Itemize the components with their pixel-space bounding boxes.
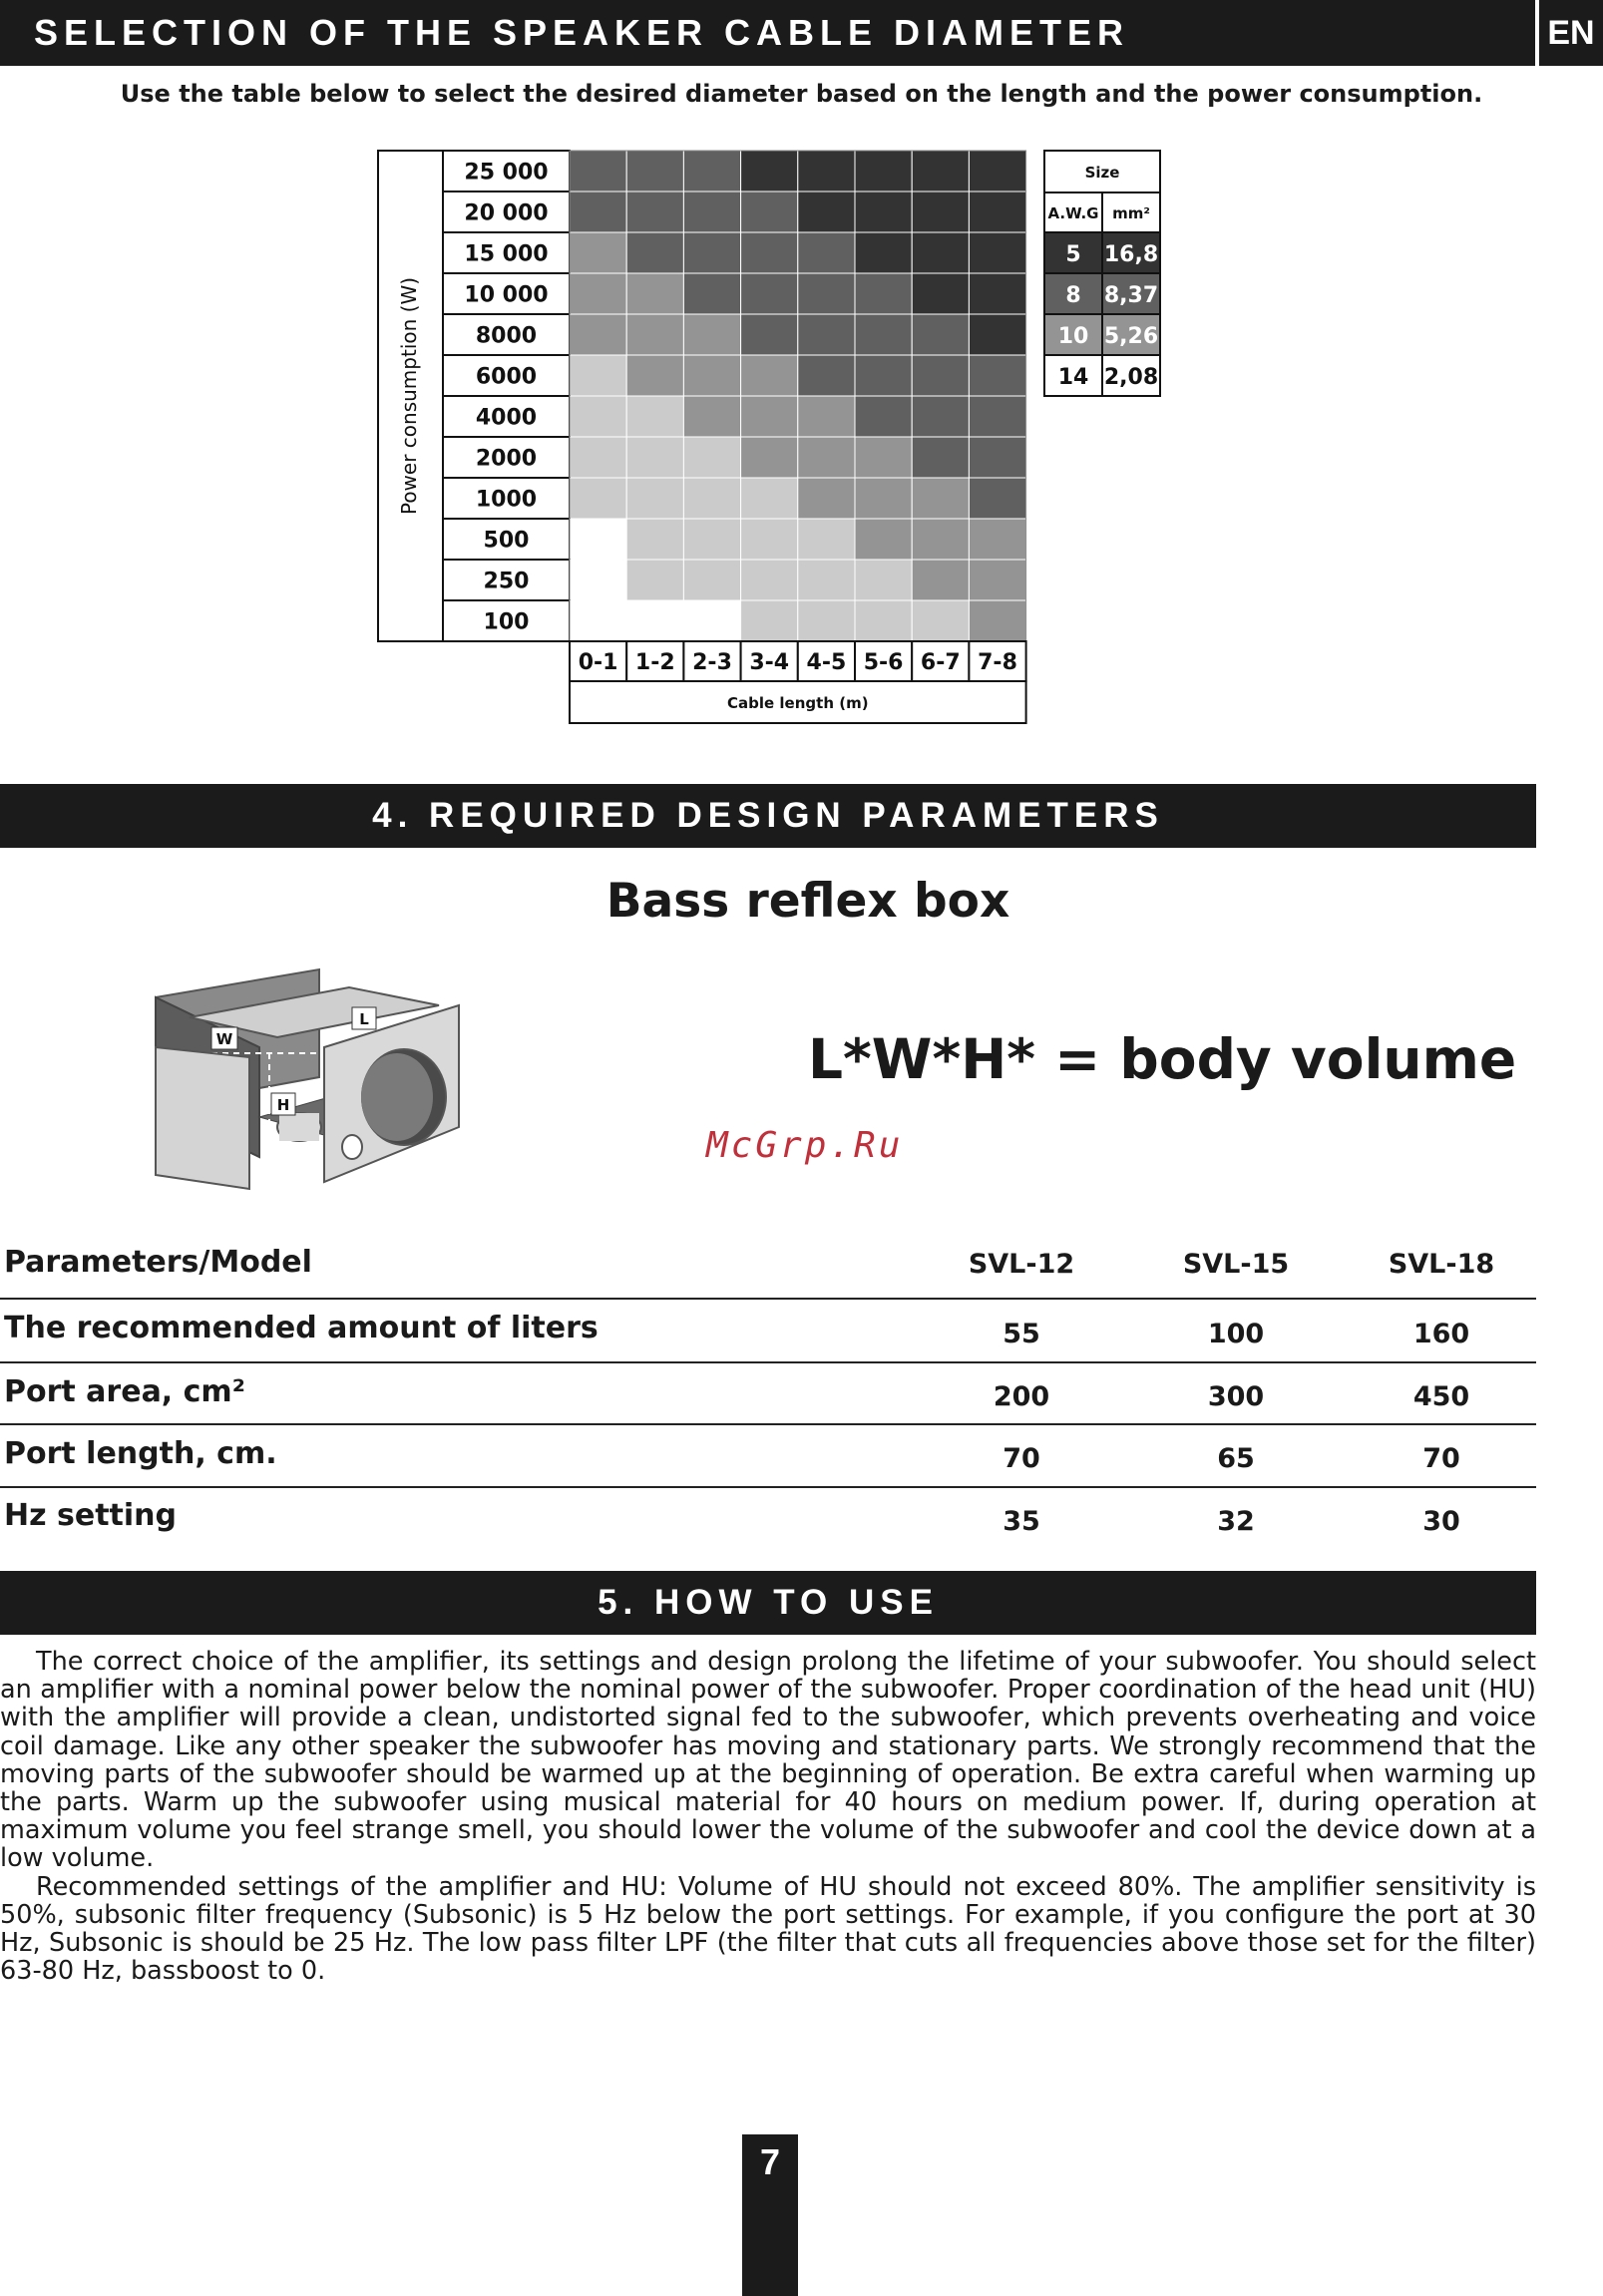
heatmap-cell [855, 560, 912, 600]
heatmap-cell [855, 437, 912, 478]
row-label: Port area, cm² [4, 1374, 245, 1409]
heatmap-cell [570, 396, 626, 437]
legend-header-awg: A.W.G [1047, 204, 1099, 222]
heatmap-cell [969, 560, 1025, 600]
y-tick-label: 10 000 [464, 282, 549, 308]
heatmap-cell [798, 600, 855, 641]
heatmap-cell [798, 314, 855, 355]
heatmap-cell [683, 560, 740, 600]
legend-awg: 5 [1065, 242, 1081, 267]
x-tick-label: 1-2 [634, 650, 675, 675]
heatmap-cell [969, 478, 1025, 519]
heatmap-cell [741, 478, 798, 519]
heatmap-cell [570, 519, 626, 560]
heatmap-cell [741, 314, 798, 355]
heatmap-cell [912, 355, 969, 396]
y-tick-label: 250 [483, 569, 530, 594]
heatmap-cell [798, 191, 855, 232]
heatmap-cell [741, 437, 798, 478]
model-svl-15: SVL-15 [1182, 1249, 1290, 1280]
heatmap-cell [969, 519, 1025, 560]
x-axis-label: Cable length (m) [727, 694, 869, 712]
row-value: 55 [1002, 1319, 1040, 1349]
heatmap-cell [683, 396, 740, 437]
x-tick-label: 6-7 [920, 650, 961, 675]
heatmap-cell [570, 478, 626, 519]
legend-awg: 8 [1065, 283, 1081, 308]
heatmap-cell [626, 600, 683, 641]
y-tick-label: 100 [483, 609, 530, 635]
row-label: Port length, cm. [4, 1436, 277, 1471]
paragraph: The correct choice of the amplifier, its settings and design prolong the lifetime of your subwoofer. You should select an amplifier with a nominal power below the nominal power of the subwoofer. Proper coordination of the head unit (HU) with the amplifier will provide a clean, undistorted signal fed to the subwoofer, which prevents overheating and voice coil damage. Like any other speaker the subwoofer has moving and stationary parts. We strongly recommend that the moving parts of the subwoofer should be warmed up at the beginning of operation. Be extra careful when warming up the parts. Warm up the subwoofer using musical material for 40 hours on medium power. If, during operation at maximum volume you feel strange smell, you should lower the volume of the subwoofer and cool the device down at a low volume. [0, 1647, 1536, 1874]
heatmap-cell [741, 232, 798, 273]
heatmap-cell [912, 437, 969, 478]
row-value: 300 [1207, 1381, 1265, 1412]
heatmap-cell [798, 560, 855, 600]
legend-mm2: 2,08 [1103, 365, 1159, 390]
params-header-label: Parameters/Model [4, 1245, 312, 1280]
y-tick-label: 6000 [475, 364, 538, 390]
heatmap-cell [683, 191, 740, 232]
heatmap-cell [626, 560, 683, 600]
heatmap-cell [626, 232, 683, 273]
cable-diameter-chart [0, 0, 1603, 738]
heatmap-cell [969, 232, 1025, 273]
row-label: The recommended amount of liters [4, 1311, 599, 1345]
x-tick-label: 4-5 [806, 650, 847, 675]
y-axis-label: Power consumption (W) [397, 276, 421, 516]
x-tick-label: 2-3 [692, 650, 732, 675]
heatmap-cell [855, 273, 912, 314]
section5-title: 5. HOW TO USE [598, 1583, 939, 1622]
heatmap-cell [570, 232, 626, 273]
legend-header-mm2: mm² [1112, 204, 1150, 222]
heatmap-cell [741, 273, 798, 314]
heatmap-cell [741, 519, 798, 560]
heatmap-cell [969, 191, 1025, 232]
heatmap-cell [855, 478, 912, 519]
model-svl-12: SVL-12 [968, 1249, 1075, 1280]
table-divider [0, 1361, 1536, 1363]
legend-title: Size [1084, 164, 1120, 182]
heatmap-cell [798, 273, 855, 314]
heatmap-cell [626, 519, 683, 560]
row-value: 100 [1207, 1319, 1265, 1349]
heatmap-cell [855, 314, 912, 355]
heatmap-cell [683, 437, 740, 478]
y-tick-label: 25 000 [464, 160, 549, 186]
heatmap-cell [912, 600, 969, 641]
heatmap-cell [626, 273, 683, 314]
heatmap-cell [626, 151, 683, 191]
heatmap-cell [570, 437, 626, 478]
table-divider [0, 1298, 1536, 1300]
box-label-l: L [359, 1010, 369, 1028]
y-tick-label: 15 000 [464, 241, 549, 267]
heatmap-cell [912, 191, 969, 232]
heatmap-cell [798, 519, 855, 560]
model-svl-18: SVL-18 [1388, 1249, 1495, 1280]
row-value: 200 [993, 1381, 1050, 1412]
x-tick-label: 0-1 [578, 650, 618, 675]
heatmap-cell [570, 560, 626, 600]
heatmap-cell [912, 396, 969, 437]
x-tick-label: 7-8 [978, 650, 1017, 675]
section4-title: 4. REQUIRED DESIGN PARAMETERS [372, 796, 1164, 835]
legend-awg: 14 [1057, 365, 1089, 390]
heatmap-cell [683, 600, 740, 641]
paragraph: Recommended settings of the amplifier and HU: Volume of HU should not exceed 80%. The amplifier sensitivity is 50%, subsonic filter frequency (Subsonic) is 5 Hz below the port settings. For example, if you configure the port at 30 Hz, Subsonic is should be 25 Hz. The low pass filter LPF (the filter that cuts all frequencies above those set for the filter) 63-80 Hz, bassboost to 0. [0, 1871, 1536, 1987]
heatmap-cell [855, 191, 912, 232]
heatmap-cell [855, 600, 912, 641]
row-value: 35 [1002, 1506, 1040, 1537]
heatmap-cell [855, 396, 912, 437]
heatmap-cell [798, 151, 855, 191]
how-to-use-text [0, 1648, 1536, 1985]
heatmap-cell [969, 600, 1025, 641]
heatmap-cell [741, 191, 798, 232]
legend-mm2: 8,37 [1103, 283, 1159, 308]
heatmap-cell [741, 355, 798, 396]
page-number: 7 [742, 2134, 798, 2296]
heatmap-cell [969, 151, 1025, 191]
legend-mm2: 5,26 [1103, 324, 1159, 349]
heatmap-cell [741, 151, 798, 191]
heatmap-cell [683, 232, 740, 273]
heatmap-cell [912, 560, 969, 600]
x-tick-label: 3-4 [749, 650, 790, 675]
header-title: SELECTION OF THE SPEAKER CABLE DIAMETER [34, 12, 1130, 53]
heatmap-cell [855, 355, 912, 396]
heatmap-cell [912, 314, 969, 355]
section-header-how-to-use [0, 1571, 1536, 1635]
bass-reflex-title: Bass reflex box [605, 874, 1010, 929]
heatmap-cell [626, 478, 683, 519]
y-tick-label: 20 000 [464, 200, 549, 226]
heatmap-cell [855, 519, 912, 560]
heatmap-cell [626, 314, 683, 355]
heatmap-cell [683, 273, 740, 314]
row-value: 160 [1412, 1319, 1470, 1349]
heatmap-cell [912, 519, 969, 560]
heatmap-cell [570, 191, 626, 232]
table-divider [0, 1423, 1536, 1425]
intro-text: Use the table below to select the desired diameter based on the length and the power consumption. [120, 80, 1483, 108]
legend-mm2: 16,8 [1103, 242, 1159, 267]
heatmap-cell [741, 396, 798, 437]
row-value: 70 [1002, 1443, 1040, 1474]
row-value: 65 [1217, 1443, 1255, 1474]
heatmap-cell [683, 151, 740, 191]
row-label: Hz setting [4, 1498, 178, 1533]
row-value: 450 [1412, 1381, 1470, 1412]
section-header-design [0, 784, 1536, 848]
heatmap-cell [683, 355, 740, 396]
language-badge: EN [1539, 0, 1603, 66]
row-value: 30 [1422, 1506, 1460, 1537]
heatmap-cell [570, 600, 626, 641]
heatmap-cell [798, 355, 855, 396]
heatmap-cell [626, 355, 683, 396]
y-tick-label: 2000 [475, 446, 538, 472]
watermark: McGrp.Ru [706, 1125, 904, 1166]
y-tick-label: 8000 [475, 323, 538, 349]
heatmap-cell [855, 151, 912, 191]
table-divider [0, 1486, 1536, 1488]
heatmap-cell [912, 478, 969, 519]
heatmap-cell [969, 396, 1025, 437]
y-tick-label: 4000 [475, 405, 538, 431]
legend-awg: 10 [1057, 324, 1089, 349]
heatmap-cell [798, 232, 855, 273]
heatmap-cell [570, 314, 626, 355]
heatmap-cell [570, 273, 626, 314]
x-tick-label: 5-6 [863, 650, 904, 675]
heatmap-cell [912, 273, 969, 314]
heatmap-cell [798, 437, 855, 478]
heatmap-cell [969, 437, 1025, 478]
heatmap-cell [626, 396, 683, 437]
heatmap-cell [969, 355, 1025, 396]
heatmap-cell [570, 151, 626, 191]
heatmap-cell [570, 355, 626, 396]
y-tick-label: 1000 [475, 487, 538, 513]
heatmap-cell [683, 314, 740, 355]
row-value: 70 [1422, 1443, 1460, 1474]
heatmap-cell [912, 232, 969, 273]
box-label-h: H [276, 1096, 290, 1114]
heatmap-cell [626, 437, 683, 478]
heatmap-cell [683, 519, 740, 560]
heatmap-cell [969, 314, 1025, 355]
heatmap-cell [798, 478, 855, 519]
y-tick-label: 500 [483, 528, 530, 554]
heatmap-cell [969, 273, 1025, 314]
bass-reflex-box-illustration [150, 957, 469, 1197]
row-value: 32 [1217, 1506, 1255, 1537]
box-label-w: W [215, 1030, 233, 1048]
heatmap-cell [741, 560, 798, 600]
heatmap-cell [912, 151, 969, 191]
volume-formula: L*W*H* = body volume [808, 1027, 1517, 1091]
heatmap-cell [798, 396, 855, 437]
heatmap-cell [683, 478, 740, 519]
heatmap-cell [741, 600, 798, 641]
heatmap-cell [626, 191, 683, 232]
heatmap-cell [855, 232, 912, 273]
